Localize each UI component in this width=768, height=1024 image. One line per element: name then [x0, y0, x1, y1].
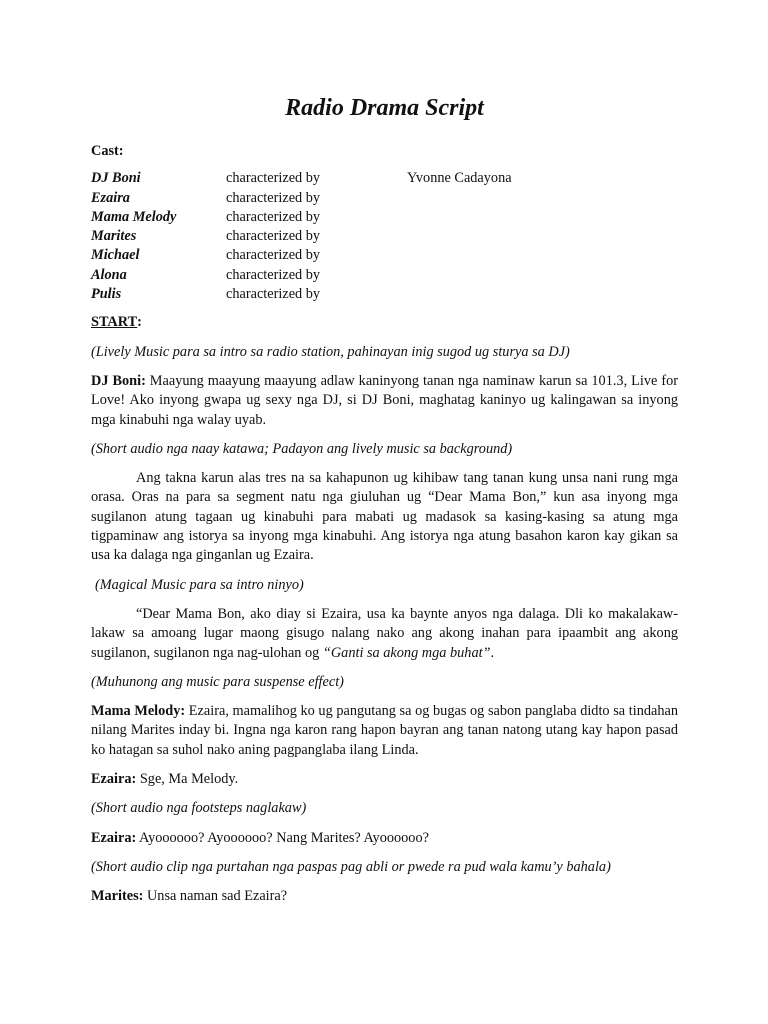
dialogue-text: Sge, Ma Melody.	[136, 771, 239, 788]
cast-role: Ezaira	[91, 189, 130, 206]
dialogue-text: Ayoooooo? Ayoooooo? Nang Marites? Ayoooooo?	[136, 829, 429, 846]
sound-cue: (Short audio nga naay katawa; Padayon ang lively music sa background)	[91, 440, 513, 457]
cast-actor	[407, 189, 512, 208]
cast-actor	[407, 266, 512, 285]
cast-characterized-by: characterized by	[226, 170, 321, 187]
dialogue-line	[91, 372, 678, 430]
cast-heading: Cast:	[91, 143, 124, 159]
cast-row	[91, 189, 512, 208]
cast-row	[91, 285, 512, 304]
dialogue-line	[91, 887, 678, 906]
cast-role: Mama Melody	[91, 208, 177, 225]
cast-row	[91, 246, 512, 265]
narration-paragraph: Ang takna karun alas tres na sa kahapunon ug kihibaw tang tanan kung unsa nani rung mga orasa. Oras na para sa segment natu nga giuluhan ug “Dear Mama Bon,” kun asa inyong mga sugilanon atung tagaan ug kinabuhi para mabati ug madasok sa kasing-kasing sa atung mga tigpaminaw ang istorya sa inyong mga kinabuhi. Ang istorya nga atung basahon karon kay gikan sa usa ka dalaga nga ginganlan ug Ezaira.	[91, 470, 678, 564]
narration-text: “Dear Mama Bon, ako diay si Ezaira, usa ka baynte anyos nga dalaga. Dli ko makalakaw-lakaw sa amoang lugar maong gisugo nalang nako ang akong inahan para ipaambit ang akong sugilanon, sugilanon nga nag-ulohan og	[91, 605, 678, 661]
cast-characterized-by: characterized by	[226, 228, 321, 245]
cast-role: Michael	[91, 247, 140, 264]
narration-paragraph	[91, 605, 678, 663]
start-heading	[91, 313, 678, 332]
cast-role: DJ Boni	[91, 170, 141, 187]
cast-row	[91, 266, 512, 285]
dialogue-text: Maayung maayung maayung adlaw kaninyong tanan nga naminaw karun sa 101.3, Live for Love! Ako inyong gwapa ug sexy nga DJ, si DJ Boni, maghatag kaninyo ug kalingawan sa inyong mga kinabuhi nga walay uyab.	[91, 372, 678, 428]
cast-characterized-by: characterized by	[226, 208, 321, 225]
speaker-name: Mama Melody:	[91, 703, 186, 720]
speaker-name: Marites:	[91, 888, 144, 905]
sound-cue: (Short audio nga footsteps naglakaw)	[91, 800, 307, 817]
speaker-name: Ezaira:	[91, 829, 137, 846]
speaker-name: DJ Boni:	[91, 372, 146, 389]
sound-cue: (Short audio clip nga purtahan nga paspas pag abli or pwede ra pud wala kamu’y bahala)	[91, 858, 611, 875]
cast-actor	[407, 285, 512, 304]
cast-role: Marites	[91, 228, 137, 245]
cast-actor: Yvonne Cadayona	[407, 170, 512, 187]
cast-role: Pulis	[91, 286, 122, 303]
speaker-name: Ezaira:	[91, 771, 137, 788]
sound-cue: (Lively Music para sa intro sa radio station, pahinayan inig sugod ug sturya sa DJ)	[91, 343, 570, 360]
cast-row	[91, 227, 512, 246]
dialogue-line	[91, 702, 678, 760]
page-title: Radio Drama Script	[285, 95, 484, 121]
cast-row	[91, 208, 512, 227]
dialogue-text: Unsa naman sad Ezaira?	[143, 888, 288, 905]
cast-actor	[407, 208, 512, 227]
story-title: “Ganti sa akong mga buhat”	[322, 644, 491, 661]
cast-characterized-by: characterized by	[226, 189, 321, 206]
cast-actor	[407, 246, 512, 265]
start-colon: :	[137, 314, 142, 331]
sound-cue: (Muhunong ang music para suspense effect)	[91, 673, 344, 690]
cast-role: Alona	[91, 266, 127, 283]
cast-row	[91, 169, 512, 188]
dialogue-line	[91, 829, 678, 848]
dialogue-text: Ezaira, mamalihog ko ug pangutang sa og bugas og sabon panglaba didto sa tindahan nilang Marites inday bi. Ingna nga karon rang hapon bayran ang tanan natong utang kay hapon pasad ko hatagan sa suhol nako aning pagpanglaba ilang Linda.	[91, 703, 678, 758]
narration-tail: .	[490, 644, 495, 661]
cast-characterized-by: characterized by	[226, 286, 321, 303]
cast-characterized-by: characterized by	[226, 247, 321, 264]
cast-table	[91, 169, 512, 304]
sound-cue: (Magical Music para sa intro ninyo)	[95, 576, 304, 593]
cast-actor	[407, 227, 512, 246]
start-label: START	[91, 314, 138, 331]
dialogue-line	[91, 770, 678, 789]
cast-characterized-by: characterized by	[226, 266, 321, 283]
